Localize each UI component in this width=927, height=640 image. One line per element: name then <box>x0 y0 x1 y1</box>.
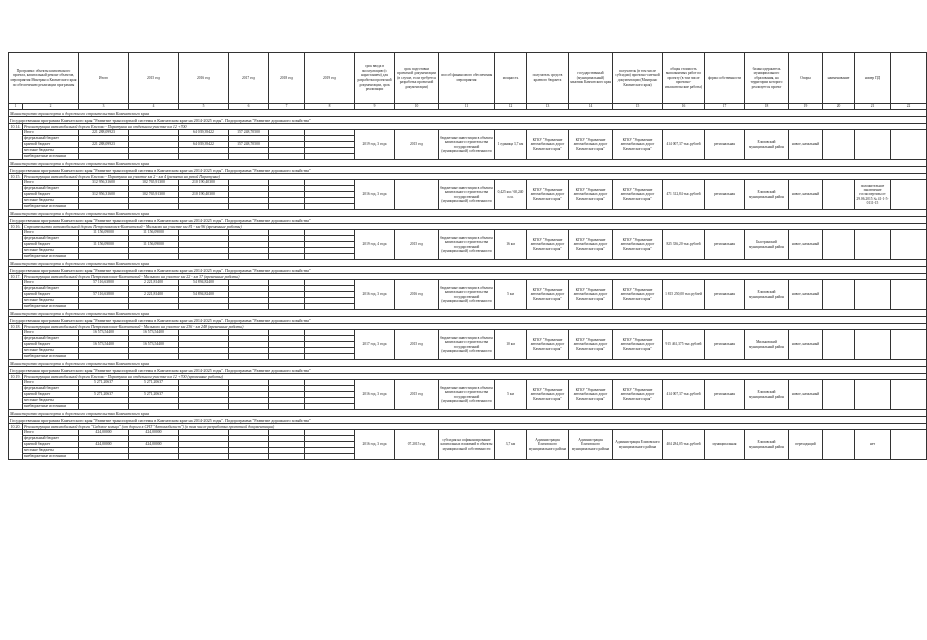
object-title: Реконструкция автомобильной дороги Елизово - Паратунка на отдельном участке км 12 +700 (временные работы) <box>23 374 927 380</box>
spacer-cell <box>9 230 23 260</box>
funding-source: местные бюджеты <box>23 248 79 254</box>
funding-source: федеральный бюджет <box>23 286 79 292</box>
column-number: 10 <box>395 104 439 110</box>
cost-cell: 471 312,84 тыс.рублей <box>663 180 705 210</box>
column-number: 3 <box>79 104 129 110</box>
program-row <box>9 317 927 324</box>
cost-cell: 404 284,05 тыс.рублей <box>663 430 705 460</box>
customer-cell: КГКУ "Управление автомобильных дорог Камчатского края" <box>569 180 613 210</box>
column-number: 1 <box>9 104 23 110</box>
header-cell: общая стоимость выполняемых работ по проекту (в том числе проектно-изыскательские работы) <box>663 53 705 104</box>
amount-cell: 16 573,54400 <box>129 330 179 336</box>
ownership-cell: муниципальная <box>705 430 745 460</box>
funding-source: Итого <box>23 380 79 386</box>
holder-cell: Елизовский муниципальный район <box>745 180 789 210</box>
pd-term-cell: 2015 год <box>395 330 439 360</box>
term-cell: 2019 год, 4 года <box>355 230 395 260</box>
program-title: Государственная программа Камчатского края "Развитие транспортной системы в Камчатском крае на 2014-2025 годы". Подпрограмма "Развитие дорожного хозяйства" <box>9 167 927 174</box>
amount-cell: 11 156,09000 <box>79 242 129 248</box>
amount-cell <box>179 454 229 460</box>
amount-cell: 221 288,09923 <box>79 130 129 136</box>
amount-cell: 5 271,20637 <box>79 392 129 398</box>
ministry-title: Министерство транспорта и дорожного строительства Камчатского края <box>9 110 927 117</box>
amount-cell: 57 116,63800 <box>79 292 129 298</box>
amount-cell: 210 190,40300 <box>179 180 229 186</box>
funding-source: внебюджетные источники <box>23 404 79 410</box>
object-title: Реконструкция автомобильной дороги Елизово - Паратунка на участке км 2 - км 4 (развязка на рекой Паратунка) <box>23 174 927 180</box>
column-number: 6 <box>229 104 269 110</box>
header-cell: срок ввода в эксплуатацию (с нарастанием) для разработки проектной документации, срок реализации <box>355 53 395 104</box>
column-number: 22 <box>891 104 927 110</box>
column-number: 15 <box>613 104 663 110</box>
column-number: 21 <box>855 104 891 110</box>
header-cell: 2016 год <box>179 53 229 104</box>
customer-cell: КГКУ "Управление автомобильных дорог Камчатского края" <box>569 330 613 360</box>
recipient-cell: КГКУ "Управление автомобильных дорог Камчатского края" <box>527 330 569 360</box>
pd-number-cell <box>855 230 891 260</box>
column-number: 18 <box>745 104 789 110</box>
amount-cell: 54 894,82400 <box>179 280 229 286</box>
designer-cell: КГКУ "Управление автомобильных дорог Камчатского края" <box>613 330 663 360</box>
ministry-title: Министерство транспорта и дорожного строительства Камчатского края <box>9 160 927 167</box>
empty-cell <box>891 280 927 310</box>
pd-term-cell: 2015 год <box>395 230 439 260</box>
header-cell: 2018 год <box>269 53 305 104</box>
spacer-cell <box>9 380 23 410</box>
funding-source: краевой бюджет <box>23 142 79 148</box>
supports-cell: новое, начальный <box>789 330 823 360</box>
method-cell: бюджетные инвестиции в объекты капитального строительства государственной (муниципальной) собственности <box>439 330 495 360</box>
power-cell: 16 км <box>495 230 527 260</box>
program-title: Государственная программа Камчатского края "Развитие транспортной системы в Камчатском крае на 2014-2025 годы". Подпрограмма "Развитие дорожного хозяйства" <box>9 317 927 324</box>
funding-source: краевой бюджет <box>23 192 79 198</box>
table-row <box>9 180 927 186</box>
amount-cell: 424,00000 <box>129 430 179 436</box>
program-row <box>9 417 927 424</box>
funding-source: федеральный бюджет <box>23 386 79 392</box>
spacer-cell <box>9 180 23 210</box>
pd-term-cell <box>395 180 439 210</box>
term-cell: 2016 год, 3 года <box>355 380 395 410</box>
amount-cell: 102 765,91300 <box>129 192 179 198</box>
ministry-title: Министерство транспорта и дорожного строительства Камчатского края <box>9 260 927 267</box>
column-number: 14 <box>569 104 613 110</box>
funding-source: внебюджетные источники <box>23 254 79 260</box>
funding-source: Итого <box>23 230 79 236</box>
supports-cell: новое, начальный <box>789 180 823 210</box>
designer-cell: КГКУ "Управление автомобильных дорог Камчатского края" <box>613 380 663 410</box>
funding-source: краевой бюджет <box>23 292 79 298</box>
program-row <box>9 267 927 274</box>
header-cell: Программа: объекты комплексного проекта, капитальный ремонт объектов, мероприятия Минтранса Камчатского края по обеспечению реализации программы <box>9 53 79 104</box>
amount-cell: 312 956,31600 <box>79 192 129 198</box>
empty-cell <box>891 180 927 210</box>
column-number: 5 <box>179 104 229 110</box>
amount-cell: 11 156,09000 <box>79 230 129 236</box>
designer-cell: КГКУ "Управление автомобильных дорог Камчатского края" <box>613 230 663 260</box>
spacer-cell <box>9 130 23 160</box>
ministry-row <box>9 160 927 167</box>
term-cell: 2017 год, 3 года <box>355 330 395 360</box>
amount-cell: 16 573,54400 <box>79 330 129 336</box>
funding-source: внебюджетные источники <box>23 204 79 210</box>
table-row <box>9 380 927 386</box>
table-row <box>9 280 927 286</box>
pd-number-cell <box>855 280 891 310</box>
empty-cell <box>891 130 927 160</box>
ministry-row <box>9 310 927 317</box>
amount-cell: 5 271,20637 <box>129 392 179 398</box>
ministry-row <box>9 260 927 267</box>
funding-source: краевой бюджет <box>23 392 79 398</box>
amount-cell: 157 248,70500 <box>229 142 269 148</box>
amount-cell: 424,00000 <box>79 430 129 436</box>
funding-source: местные бюджеты <box>23 448 79 454</box>
amount-cell <box>305 454 355 460</box>
method-cell: бюджетные инвестиции в объекты капитального строительства государственной (муниципальной) собственности <box>439 230 495 260</box>
funding-source: местные бюджеты <box>23 198 79 204</box>
amount-cell: 102 765,91300 <box>129 180 179 186</box>
program-row <box>9 217 927 224</box>
holder-cell: Елизовский муниципальный район <box>745 380 789 410</box>
pd-number-cell <box>855 380 891 410</box>
recipient-cell: КГКУ "Управление автомобильных дорог Камчатского края" <box>527 280 569 310</box>
funding-source: внебюджетные источники <box>23 354 79 360</box>
holder-cell: Мильковский муниципальный район <box>745 330 789 360</box>
power-cell: 0,425 км / 60,240 п.м. <box>495 180 527 210</box>
funding-source: Итого <box>23 130 79 136</box>
object-title: Реконструкция автомобильной дороги Елизово - Паратунка на отдельном участке км 12 +700 <box>23 124 927 130</box>
amount-cell: 64 039,39422 <box>179 130 229 136</box>
ownership-cell: региональная <box>705 130 745 160</box>
amount-cell: 16 573,54400 <box>79 342 129 348</box>
designer-cell: КГКУ "Управление автомобильных дорог Камчатского края" <box>613 280 663 310</box>
funding-source: федеральный бюджет <box>23 236 79 242</box>
column-number: 11 <box>439 104 495 110</box>
column-number: 2 <box>23 104 79 110</box>
amount-cell: 64 039,39422 <box>179 142 229 148</box>
pd-term-cell: 2015 год <box>395 380 439 410</box>
column-number: 8 <box>305 104 355 110</box>
spacer-cell <box>9 280 23 310</box>
holder-cell: Быстринский муниципальный район <box>745 230 789 260</box>
designer-cell: КГКУ "Управление автомобильных дорог Камчатского края" <box>613 130 663 160</box>
amount-cell: 424,00000 <box>129 442 179 448</box>
method-cell: субсидия на софинансирование капитальных вложений в объекты муниципальной собственности <box>439 430 495 460</box>
header-cell: способ финансового обеспечения мероприятия <box>439 53 495 104</box>
cost-cell: 414 007,37 тыс.рублей <box>663 130 705 160</box>
funding-source: краевой бюджет <box>23 442 79 448</box>
recipient-cell: КГКУ "Управление автомобильных дорог Камчатского края" <box>527 180 569 210</box>
document-sheet <box>8 52 911 460</box>
power-cell: 5 км <box>495 380 527 410</box>
ownership-cell: региональная <box>705 330 745 360</box>
customer-cell: КГКУ "Управление автомобильных дорог Камчатского края" <box>569 230 613 260</box>
column-number: 16 <box>663 104 705 110</box>
object-code: 10.18. <box>10 324 21 329</box>
recipient-cell: КГКУ "Управление автомобильных дорог Камчатского края" <box>527 230 569 260</box>
funding-source: федеральный бюджет <box>23 436 79 442</box>
cost-cell: 915 461,375 тыс.рублей <box>663 330 705 360</box>
amount-cell: 5 271,20637 <box>129 380 179 386</box>
ministry-row <box>9 110 927 117</box>
object-code: 10.16. <box>10 224 21 229</box>
funding-source: Итого <box>23 430 79 436</box>
header-cell: Опоры <box>789 53 823 104</box>
table-body <box>9 110 927 460</box>
object-code: 10.15. <box>10 174 21 179</box>
table-row <box>9 330 927 336</box>
ownership-cell: региональная <box>705 180 745 210</box>
method-cell: бюджетные инвестиции в объекты капитального строительства государственной (муниципальной) собственности <box>439 180 495 210</box>
term-cell: 2016 год, 3 года <box>355 280 395 310</box>
holder-cell: Елизовский муниципальный район <box>745 430 789 460</box>
header-cell: балансодержатель муниципального образования, на территории которого реализуется проект <box>745 53 789 104</box>
header-cell: номер ПД <box>855 53 891 104</box>
recipient-cell: Администрация Елизовского муниципального района <box>527 430 569 460</box>
column-number: 20 <box>823 104 855 110</box>
ownership-cell: региональная <box>705 280 745 310</box>
ownership-cell: региональная <box>705 380 745 410</box>
pd-term-cell: 2016 год <box>395 280 439 310</box>
ownership-cell: региональная <box>705 230 745 260</box>
customer-cell: КГКУ "Управление автомобильных дорог Камчатского края" <box>569 380 613 410</box>
amount-cell <box>129 454 179 460</box>
recipient-cell: КГКУ "Управление автомобильных дорог Камчатского края" <box>527 380 569 410</box>
header-cell: 2017 год <box>229 53 269 104</box>
pd-term-cell: 07.2015 год <box>395 430 439 460</box>
object-title: Реконструкция автомобильной дороги "Садовое кольцо" (от дороги к СНТ "Автомобилист") (в том числе разработка проектной документации) <box>23 424 927 430</box>
table-row <box>9 230 927 236</box>
program-title: Государственная программа Камчатского края "Развитие транспортной системы в Камчатском крае на 2014-2025 годы". Подпрограмма "Развитие дорожного хозяйства" <box>9 367 927 374</box>
name-cell <box>823 330 855 360</box>
method-cell: бюджетные инвестиции в объекты капитального строительства государственной (муниципальной) собственности <box>439 380 495 410</box>
method-cell: бюджетные инвестиции в объекты капитального строительства государственной (муниципальной) собственности <box>439 280 495 310</box>
header-cell: Итого <box>79 53 129 104</box>
program-title: Государственная программа Камчатского края "Развитие транспортной системы в Камчатском крае на 2014-2025 годы". Подпрограмма "Развитие дорожного хозяйства" <box>9 117 927 124</box>
funding-source: местные бюджеты <box>23 298 79 304</box>
ministry-row <box>9 360 927 367</box>
funding-source: местные бюджеты <box>23 398 79 404</box>
funding-source: краевой бюджет <box>23 242 79 248</box>
header-cell: срок подготовки проектной документации (в случае, если требуется разработка проектной документации) <box>395 53 439 104</box>
header-cell: 2015 год <box>129 53 179 104</box>
ministry-title: Министерство транспорта и дорожного строительства Камчатского края <box>9 310 927 317</box>
recipient-cell: КГКУ "Управление автомобильных дорог Камчатского края" <box>527 130 569 160</box>
pd-number-cell <box>855 130 891 160</box>
table-row <box>9 430 927 436</box>
funding-source: федеральный бюджет <box>23 136 79 142</box>
object-code: 10.17. <box>10 274 21 279</box>
term-cell: 2016 год, 3 года <box>355 180 395 210</box>
header-cell: форма собственности <box>705 53 745 104</box>
header-cell: государственный (муниципальный) заказчик Камчатского края <box>569 53 613 104</box>
pd-number-cell <box>855 330 891 360</box>
spacer-cell <box>9 430 23 460</box>
pd-term-cell: 2015 год <box>395 130 439 160</box>
power-cell: 10 км <box>495 330 527 360</box>
program-title: Государственная программа Камчатского края "Развитие транспортной системы в Камчатском крае на 2014-2025 годы". Подпрограмма "Развитие дорожного хозяйства" <box>9 267 927 274</box>
header-cell: получатель средств краевого бюджета <box>527 53 569 104</box>
supports-cell: новое, начальный <box>789 230 823 260</box>
column-number: 19 <box>789 104 823 110</box>
amount-cell: 221 288,09923 <box>79 142 129 148</box>
investment-table <box>8 52 927 460</box>
amount-cell: 54 894,82400 <box>179 292 229 298</box>
header-cell: 2019 год <box>305 53 355 104</box>
ministry-row <box>9 210 927 217</box>
amount-cell: 312 956,31600 <box>79 180 129 186</box>
pd-number-cell: положительное заключение госэкспертизы от 29.06.2015 № 41-1-5-0111-15 <box>855 180 891 210</box>
name-cell <box>823 380 855 410</box>
funding-source: Итого <box>23 330 79 336</box>
empty-cell <box>891 430 927 460</box>
object-code: 10.19. <box>10 374 21 379</box>
program-row <box>9 167 927 174</box>
amount-cell: 2 221,81400 <box>129 280 179 286</box>
funding-source: внебюджетные источники <box>23 454 79 460</box>
pd-number-cell: нет <box>855 430 891 460</box>
amount-cell: 16 573,54400 <box>129 342 179 348</box>
program-title: Государственная программа Камчатского края "Развитие транспортной системы в Камчатском крае на 2014-2025 годы". Подпрограмма "Развитие дорожного хозяйства" <box>9 417 927 424</box>
column-number: 12 <box>495 104 527 110</box>
object-code: 10.20. <box>10 424 21 429</box>
object-title: Реконструкция автомобильной дороги Петропавловск-Камчатский - Мильково на участке км 22 - км 37 (временные работы) <box>23 274 927 280</box>
name-cell <box>823 230 855 260</box>
funding-source: местные бюджеты <box>23 148 79 154</box>
ministry-title: Министерство транспорта и дорожного строительства Камчатского края <box>9 410 927 417</box>
empty-cell <box>891 330 927 360</box>
name-cell <box>823 280 855 310</box>
customer-cell: КГКУ "Управление автомобильных дорог Камчатского края" <box>569 280 613 310</box>
ministry-title: Министерство транспорта и дорожного строительства Камчатского края <box>9 360 927 367</box>
amount-cell: 157 248,70500 <box>229 130 269 136</box>
empty-cell <box>891 230 927 260</box>
amount-cell: 57 116,63800 <box>79 280 129 286</box>
funding-source: федеральный бюджет <box>23 186 79 192</box>
object-code: 10.14. <box>10 124 21 129</box>
program-row <box>9 367 927 374</box>
method-cell: бюджетные инвестиции в объекты капитального строительства государственной (муниципальной) собственности <box>439 130 495 160</box>
amount-cell <box>79 454 129 460</box>
column-number: 7 <box>269 104 305 110</box>
funding-source: внебюджетные источники <box>23 154 79 160</box>
funding-source: Итого <box>23 280 79 286</box>
header-cell <box>891 53 927 104</box>
designer-cell: КГКУ "Управление автомобильных дорог Камчатского края" <box>613 180 663 210</box>
ministry-row <box>9 410 927 417</box>
power-cell: 1 единица 3,7 км <box>495 130 527 160</box>
amount-cell: 424,00000 <box>79 442 129 448</box>
header-row <box>9 53 927 104</box>
cost-cell: 1 815 250,00 тыс.рублей <box>663 280 705 310</box>
funding-source: краевой бюджет <box>23 342 79 348</box>
amount-cell: 11 156,09000 <box>129 230 179 236</box>
cost-cell: 414 007,37 тыс.рублей <box>663 380 705 410</box>
supports-cell: переходящий <box>789 430 823 460</box>
program-row <box>9 117 927 124</box>
funding-source: внебюджетные источники <box>23 304 79 310</box>
name-cell <box>823 430 855 460</box>
name-cell <box>823 180 855 210</box>
supports-cell: новое, начальный <box>789 380 823 410</box>
power-cell: 3,7 км <box>495 430 527 460</box>
funding-source: федеральный бюджет <box>23 336 79 342</box>
term-cell: 2019 год, 3 года <box>355 130 395 160</box>
cost-cell: 825 336,20 тыс.рублей <box>663 230 705 260</box>
supports-cell: новое, начальный <box>789 130 823 160</box>
amount-cell: 2 221,81400 <box>129 292 179 298</box>
power-cell: 5 км <box>495 280 527 310</box>
amount-cell: 5 271,20637 <box>79 380 129 386</box>
amount-cell: 11 156,09000 <box>129 242 179 248</box>
spacer-cell <box>9 330 23 360</box>
holder-cell: Елизовский муниципальный район <box>745 280 789 310</box>
header-cell: наименование <box>823 53 855 104</box>
ministry-title: Министерство транспорта и дорожного строительства Камчатского края <box>9 210 927 217</box>
customer-cell: Администрация Елизовского муниципального района <box>569 430 613 460</box>
column-number: 9 <box>355 104 395 110</box>
designer-cell: Администрация Елизовского муниципального района <box>613 430 663 460</box>
funding-source: Итого <box>23 180 79 186</box>
amount-cell: 210 190,40300 <box>179 192 229 198</box>
holder-cell: Елизовский муниципальный район <box>745 130 789 160</box>
program-title: Государственная программа Камчатского края "Развитие транспортной системы в Камчатском крае на 2014-2025 годы". Подпрограмма "Развитие дорожного хозяйства" <box>9 217 927 224</box>
term-cell: 2016 год, 3 года <box>355 430 395 460</box>
funding-source: местные бюджеты <box>23 348 79 354</box>
amount-cell <box>269 454 305 460</box>
column-number: 4 <box>129 104 179 110</box>
object-title: Реконструкция автомобильной дороги Петропавловск-Камчатский - Мильково на участке км 236 - км 248 (временные работы) <box>23 324 927 330</box>
object-title: Строительство автомобильной дороги Петропавловск-Камчатский - Мильково на участке км 81 - км 96 (временные работы) <box>23 224 927 230</box>
column-number: 13 <box>527 104 569 110</box>
header-cell: мощность <box>495 53 527 104</box>
amount-cell <box>229 454 269 460</box>
header-cell: получатель (в том числе субсидии) проектно-сметной документации (Минтранс Камчатского края) <box>613 53 663 104</box>
supports-cell: новое, начальный <box>789 280 823 310</box>
customer-cell: КГКУ "Управление автомобильных дорог Камчатского края" <box>569 130 613 160</box>
column-number: 17 <box>705 104 745 110</box>
empty-cell <box>891 380 927 410</box>
name-cell <box>823 130 855 160</box>
